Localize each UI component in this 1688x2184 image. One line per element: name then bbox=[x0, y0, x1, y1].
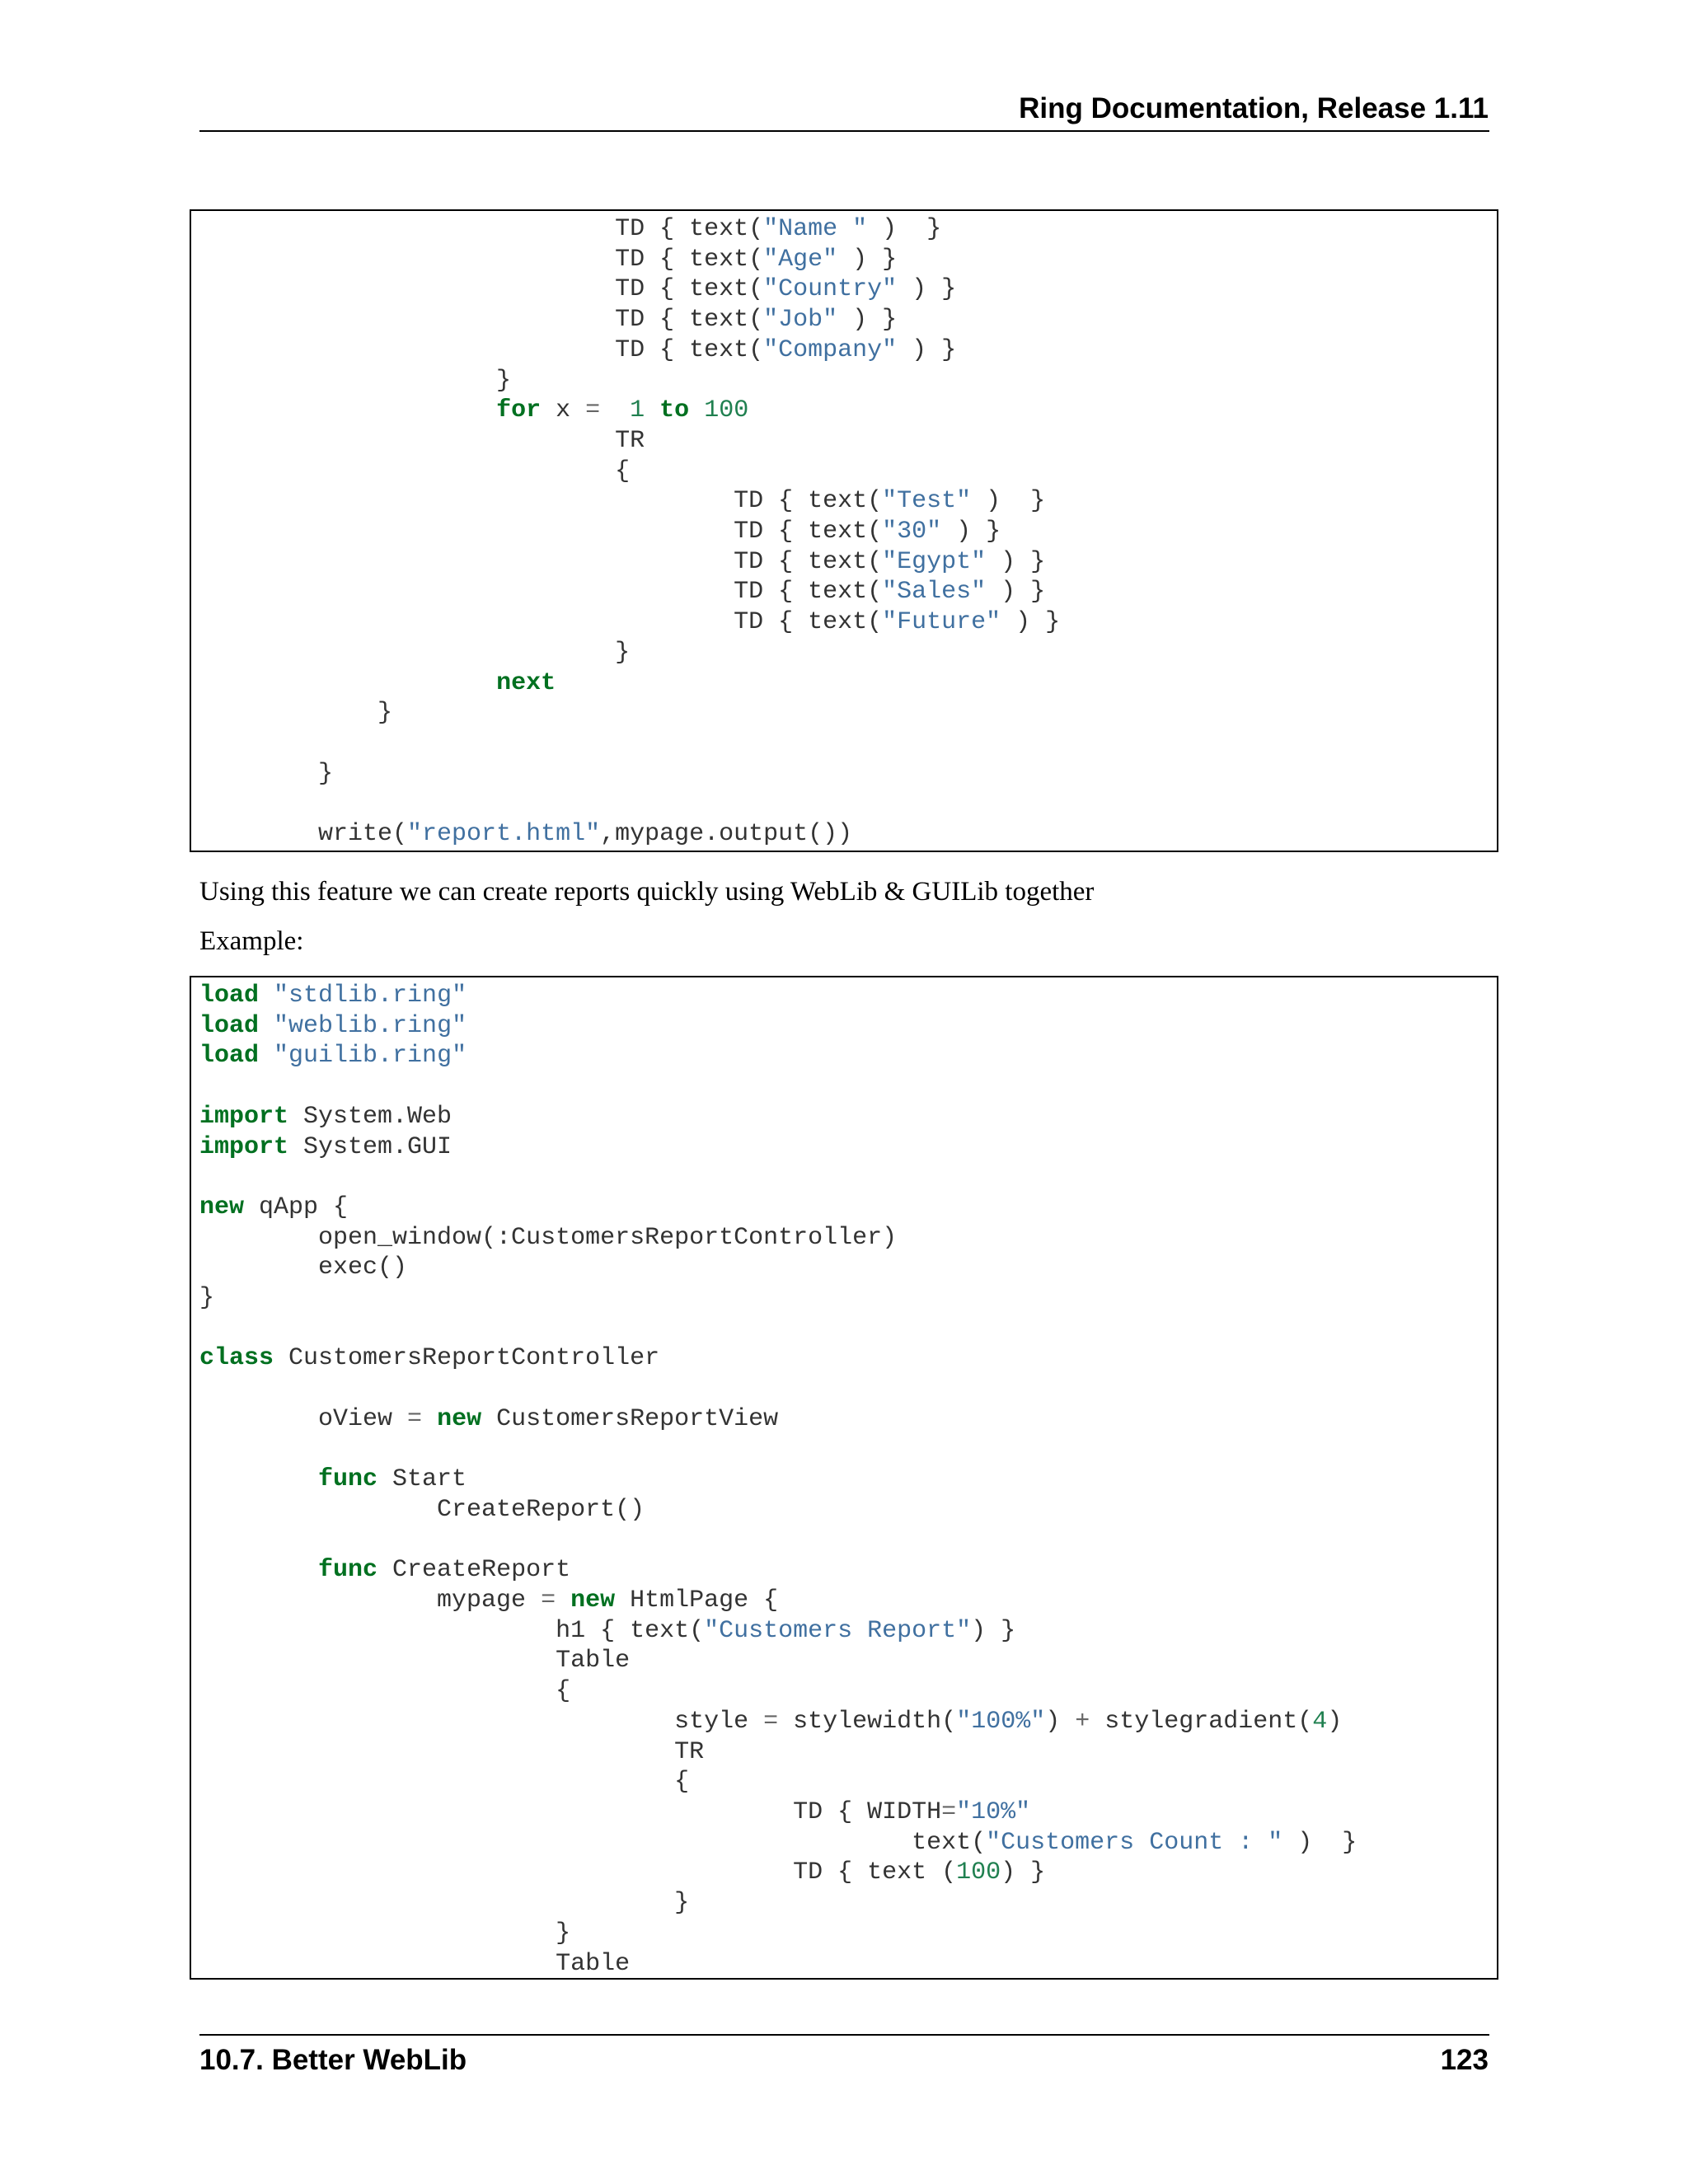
code-token bbox=[199, 1556, 318, 1584]
code-line bbox=[199, 1829, 1357, 1857]
code-token bbox=[600, 396, 630, 424]
code-line bbox=[199, 1798, 1030, 1826]
code-token: "weblib.ring" bbox=[274, 1011, 467, 1040]
code-token: load bbox=[199, 1042, 260, 1071]
code-token bbox=[259, 982, 274, 1010]
code-token: ) bbox=[1327, 1707, 1343, 1736]
code-token: TD { text( bbox=[199, 245, 764, 274]
code-token bbox=[689, 396, 704, 424]
code-token: "10%" bbox=[956, 1797, 1031, 1826]
code-token: ) } bbox=[897, 275, 957, 304]
header-rule bbox=[199, 130, 1489, 132]
code-token: TR bbox=[199, 1737, 705, 1766]
code-token: ) } bbox=[837, 306, 898, 335]
code-line bbox=[199, 1617, 1015, 1645]
code-token: oView bbox=[199, 1404, 408, 1433]
code-token: 1 bbox=[630, 396, 645, 425]
code-line bbox=[199, 1677, 570, 1705]
code-token: } bbox=[199, 699, 393, 728]
code-token: mypage bbox=[199, 1586, 542, 1615]
code-token: 100 bbox=[704, 396, 749, 425]
code-token: new bbox=[437, 1404, 482, 1433]
running-header-title: Ring Documentation, Release 1.11 bbox=[1019, 92, 1489, 124]
code-token: = bbox=[763, 1707, 779, 1736]
code-token: TD { text( bbox=[199, 578, 883, 607]
code-token: "Company" bbox=[763, 335, 898, 364]
code-token: open_window(:CustomersReportController) bbox=[199, 1223, 898, 1252]
code-token: "stdlib.ring" bbox=[274, 982, 467, 1010]
code-token: exec() bbox=[199, 1254, 408, 1282]
code-token: 4 bbox=[1312, 1707, 1328, 1736]
code-token: load bbox=[199, 982, 260, 1010]
code-token: Table bbox=[199, 1949, 631, 1978]
code-token: 100 bbox=[956, 1858, 1001, 1887]
code-line bbox=[199, 1405, 778, 1433]
code-token: TD { text( bbox=[199, 518, 883, 546]
code-token bbox=[556, 1586, 570, 1615]
code-token: = bbox=[941, 1797, 957, 1826]
code-line bbox=[199, 246, 897, 274]
code-token: class bbox=[199, 1344, 274, 1373]
footer-rule bbox=[199, 2034, 1489, 2036]
code-token: "Egypt" bbox=[882, 547, 987, 576]
code-line bbox=[199, 578, 1045, 606]
code-token: ) bbox=[1045, 1707, 1076, 1736]
code-token: ) } bbox=[867, 215, 942, 243]
code-line bbox=[199, 518, 1001, 546]
code-token bbox=[199, 669, 496, 697]
code-token: func bbox=[318, 1556, 378, 1585]
code-token: System.GUI bbox=[288, 1132, 452, 1161]
code-token: "Name " bbox=[763, 215, 868, 243]
code-token: TD { text( bbox=[199, 608, 883, 637]
code-line bbox=[199, 1465, 467, 1493]
code-token: ) } bbox=[986, 578, 1046, 607]
code-token: = bbox=[585, 396, 601, 425]
code-token: CreateReport() bbox=[199, 1495, 645, 1524]
code-line bbox=[199, 1344, 659, 1372]
code-token: to bbox=[659, 396, 690, 425]
code-token: import bbox=[199, 1132, 289, 1161]
code-token: = bbox=[407, 1404, 423, 1433]
code-token: new bbox=[570, 1586, 616, 1615]
code-line bbox=[199, 457, 630, 485]
code-line bbox=[199, 1042, 467, 1070]
code-token: "Future" bbox=[882, 608, 1001, 637]
code-token: { bbox=[199, 457, 631, 485]
code-token: Start bbox=[377, 1465, 467, 1494]
code-token bbox=[422, 1405, 437, 1433]
code-token: TD { text( bbox=[199, 487, 883, 516]
code-token: } bbox=[199, 1284, 215, 1313]
code-block-report-loop bbox=[190, 209, 1498, 852]
code-token: } bbox=[199, 1919, 571, 1947]
code-line bbox=[199, 669, 556, 697]
code-token: } bbox=[199, 759, 334, 788]
code-token: System.Web bbox=[288, 1102, 452, 1131]
code-token: "Country" bbox=[763, 275, 898, 304]
code-line bbox=[199, 1647, 630, 1675]
code-line bbox=[199, 699, 392, 727]
code-line bbox=[199, 1768, 689, 1796]
code-token: HtmlPage { bbox=[615, 1586, 779, 1615]
code-token: TD { text( bbox=[199, 547, 883, 576]
code-token: "Customers Count : " bbox=[986, 1828, 1283, 1857]
code-token bbox=[259, 1012, 274, 1040]
code-token: "Job" bbox=[763, 306, 838, 335]
code-token: qApp { bbox=[244, 1193, 349, 1221]
code-line bbox=[199, 275, 956, 303]
code-line bbox=[199, 1193, 348, 1221]
code-token: func bbox=[318, 1465, 378, 1494]
code-token: stylegradient( bbox=[1090, 1707, 1313, 1736]
code-line bbox=[199, 1858, 1045, 1886]
code-token: next bbox=[496, 668, 556, 697]
code-token: "Test" bbox=[882, 487, 972, 516]
code-token bbox=[199, 1465, 318, 1493]
code-token: ) } bbox=[1001, 608, 1061, 637]
code-line bbox=[199, 1556, 570, 1584]
code-token: for bbox=[496, 396, 542, 425]
code-line bbox=[199, 1738, 704, 1766]
code-line bbox=[199, 427, 645, 455]
code-token: TD { text( bbox=[199, 306, 764, 335]
code-token: "100%" bbox=[956, 1707, 1046, 1736]
code-token: "Sales" bbox=[882, 578, 987, 607]
code-token: CustomersReportView bbox=[481, 1404, 779, 1433]
code-token: ) } bbox=[1001, 1858, 1046, 1887]
page-number: 123 bbox=[1440, 2044, 1489, 2076]
code-token: new bbox=[199, 1193, 245, 1221]
code-line bbox=[199, 639, 630, 667]
code-line bbox=[199, 1919, 570, 1947]
code-token: CustomersReportController bbox=[274, 1344, 660, 1373]
code-token: "report.html" bbox=[407, 820, 601, 849]
code-token bbox=[259, 1042, 274, 1070]
code-block-example bbox=[190, 976, 1498, 1980]
code-line bbox=[199, 760, 333, 788]
code-line bbox=[199, 336, 956, 364]
code-line bbox=[199, 982, 467, 1010]
code-line bbox=[199, 215, 941, 243]
code-token: TD { text ( bbox=[199, 1858, 957, 1887]
code-token: "30" bbox=[882, 518, 942, 546]
code-token: ) } bbox=[1282, 1828, 1357, 1857]
code-token: "Customers Report" bbox=[704, 1616, 972, 1645]
code-token: = bbox=[541, 1586, 556, 1615]
footer-section-title: 10.7. Better WebLib bbox=[199, 2044, 467, 2076]
code-token: { bbox=[199, 1677, 571, 1706]
code-token: write( bbox=[199, 820, 408, 849]
code-token: { bbox=[199, 1768, 690, 1797]
code-token: CreateReport bbox=[377, 1556, 571, 1585]
code-line bbox=[199, 1889, 689, 1917]
code-line bbox=[199, 1224, 897, 1252]
code-token: ) } bbox=[837, 245, 898, 274]
code-token: load bbox=[199, 1011, 260, 1040]
intro-paragraph: Using this feature we can create reports quickly using WebLib & GUILib together bbox=[199, 877, 1095, 907]
code-token bbox=[645, 396, 659, 424]
code-token: "guilib.ring" bbox=[274, 1042, 467, 1071]
code-token: Table bbox=[199, 1647, 631, 1675]
code-line bbox=[199, 1284, 214, 1312]
code-line bbox=[199, 548, 1045, 576]
code-token: TD { WIDTH bbox=[199, 1797, 942, 1826]
code-line bbox=[199, 1586, 778, 1615]
code-listing bbox=[199, 981, 1357, 1979]
code-token: ) } bbox=[971, 1616, 1016, 1645]
code-line bbox=[199, 1103, 452, 1131]
code-token: } bbox=[199, 1889, 690, 1918]
code-line bbox=[199, 1133, 452, 1161]
code-token: ) } bbox=[941, 518, 1001, 546]
code-token: stylewidth( bbox=[778, 1707, 957, 1736]
code-line bbox=[199, 1950, 630, 1978]
code-token: } bbox=[199, 638, 631, 667]
code-token: x bbox=[541, 396, 586, 425]
example-label: Example: bbox=[199, 926, 304, 956]
code-token: TR bbox=[199, 426, 645, 455]
code-line bbox=[199, 820, 852, 848]
code-token: + bbox=[1075, 1707, 1090, 1736]
code-token: ) } bbox=[897, 335, 957, 364]
code-token bbox=[199, 396, 496, 424]
code-token: ,mypage.output()) bbox=[600, 820, 853, 849]
code-token: ) } bbox=[971, 487, 1046, 516]
code-token: TD { text( bbox=[199, 275, 764, 304]
code-line bbox=[199, 608, 1060, 636]
code-line bbox=[199, 487, 1045, 515]
code-token: TD { text( bbox=[199, 335, 764, 364]
code-token: TD { text( bbox=[199, 215, 764, 243]
code-line bbox=[199, 1708, 1342, 1736]
code-token: h1 { text( bbox=[199, 1616, 705, 1645]
code-line bbox=[199, 306, 897, 334]
code-token: } bbox=[199, 366, 512, 395]
code-token: import bbox=[199, 1102, 289, 1131]
code-token: style bbox=[199, 1707, 764, 1736]
code-token: ) } bbox=[986, 547, 1046, 576]
code-line bbox=[199, 1254, 407, 1282]
code-line bbox=[199, 1496, 645, 1524]
code-line bbox=[199, 396, 748, 424]
code-token: "Age" bbox=[763, 245, 838, 274]
code-token: text( bbox=[199, 1828, 987, 1857]
code-listing bbox=[199, 214, 1060, 850]
code-line bbox=[199, 1012, 467, 1040]
code-line bbox=[199, 367, 511, 395]
